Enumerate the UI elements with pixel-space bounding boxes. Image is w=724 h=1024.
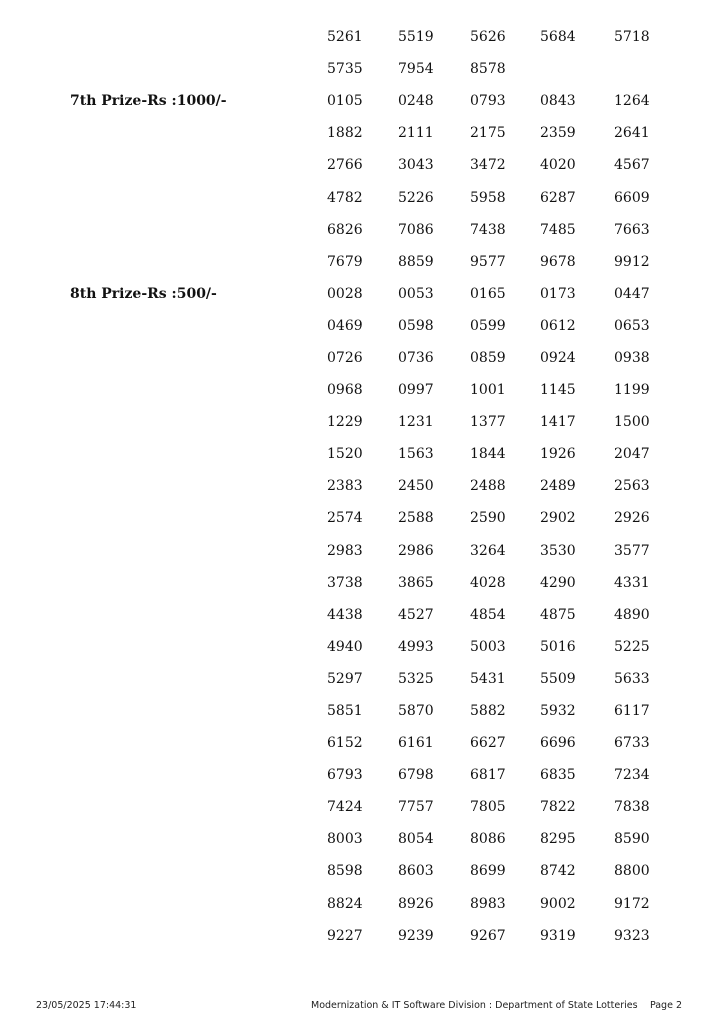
result-row — [0, 631, 724, 663]
ticket-number: 2383 — [327, 478, 363, 495]
ticket-number: 5684 — [540, 29, 576, 46]
ticket-number: 1229 — [327, 414, 363, 431]
ticket-number: 6793 — [327, 767, 363, 784]
prize-label: 8th Prize-Rs :500/- — [70, 285, 217, 302]
ticket-number: 2047 — [614, 446, 650, 463]
result-row — [0, 214, 724, 246]
ticket-number: 3865 — [398, 574, 434, 591]
ticket-number: 0793 — [470, 93, 506, 110]
ticket-number: 1264 — [614, 93, 650, 110]
ticket-number: 9678 — [540, 253, 576, 270]
ticket-number: 6696 — [540, 735, 576, 752]
ticket-number: 0053 — [398, 285, 434, 302]
ticket-number: 5626 — [470, 29, 506, 46]
ticket-number: 9912 — [614, 253, 650, 270]
ticket-number: 6817 — [470, 767, 506, 784]
result-row — [0, 759, 724, 791]
result-row — [0, 599, 724, 631]
ticket-number: 5870 — [398, 703, 434, 720]
result-row — [0, 149, 724, 181]
ticket-number: 4028 — [470, 574, 506, 591]
ticket-number: 0612 — [540, 317, 576, 334]
ticket-number: 1926 — [540, 446, 576, 463]
result-row — [0, 502, 724, 534]
ticket-number: 8598 — [327, 863, 363, 880]
ticket-number: 8824 — [327, 895, 363, 912]
ticket-number: 4993 — [398, 638, 434, 655]
ticket-number: 1417 — [540, 414, 576, 431]
ticket-number: 1231 — [398, 414, 434, 431]
ticket-number: 5016 — [540, 638, 576, 655]
result-row — [0, 567, 724, 599]
ticket-number: 7757 — [398, 799, 434, 816]
ticket-number: 7822 — [540, 799, 576, 816]
ticket-number: 6117 — [614, 703, 650, 720]
ticket-number: 8086 — [470, 831, 506, 848]
ticket-number: 0726 — [327, 349, 363, 366]
ticket-number: 2986 — [398, 542, 434, 559]
ticket-number: 6161 — [398, 735, 434, 752]
ticket-number: 6287 — [540, 189, 576, 206]
ticket-number: 4527 — [398, 606, 434, 623]
ticket-number: 5735 — [327, 61, 363, 78]
ticket-number: 8603 — [398, 863, 434, 880]
ticket-number: 8926 — [398, 895, 434, 912]
result-row — [0, 310, 724, 342]
footer-division: Modernization & IT Software Division : Department of State Lotteries — [311, 1000, 638, 1011]
result-row — [0, 470, 724, 502]
ticket-number: 5431 — [470, 670, 506, 687]
ticket-number: 3264 — [470, 542, 506, 559]
ticket-number: 7485 — [540, 221, 576, 238]
ticket-number: 1563 — [398, 446, 434, 463]
ticket-number: 2902 — [540, 510, 576, 527]
result-row — [0, 278, 724, 310]
ticket-number: 9172 — [614, 895, 650, 912]
ticket-number: 0028 — [327, 285, 363, 302]
result-row — [0, 438, 724, 470]
ticket-number: 5718 — [614, 29, 650, 46]
ticket-number: 8295 — [540, 831, 576, 848]
result-row — [0, 342, 724, 374]
ticket-number: 7805 — [470, 799, 506, 816]
ticket-number: 5261 — [327, 29, 363, 46]
prize-label: 7th Prize-Rs :1000/- — [70, 93, 227, 110]
ticket-number: 7438 — [470, 221, 506, 238]
result-row — [0, 21, 724, 53]
ticket-number: 0599 — [470, 317, 506, 334]
ticket-number: 9002 — [540, 895, 576, 912]
ticket-number: 3577 — [614, 542, 650, 559]
ticket-number: 5226 — [398, 189, 434, 206]
ticket-number: 9267 — [470, 927, 506, 944]
ticket-number: 1377 — [470, 414, 506, 431]
ticket-number: 0736 — [398, 349, 434, 366]
footer-page-number: Page 2 — [649, 1000, 682, 1011]
ticket-number: 0105 — [327, 93, 363, 110]
ticket-number: 2489 — [540, 478, 576, 495]
ticket-number: 5851 — [327, 703, 363, 720]
ticket-number: 8590 — [614, 831, 650, 848]
ticket-number: 7838 — [614, 799, 650, 816]
ticket-number: 6609 — [614, 189, 650, 206]
ticket-number: 2983 — [327, 542, 363, 559]
result-row — [0, 695, 724, 727]
ticket-number: 1500 — [614, 414, 650, 431]
ticket-number: 5519 — [398, 29, 434, 46]
ticket-number: 4875 — [540, 606, 576, 623]
ticket-number: 1844 — [470, 446, 506, 463]
ticket-number: 8578 — [470, 61, 506, 78]
ticket-number: 2359 — [540, 125, 576, 142]
result-row — [0, 888, 724, 920]
ticket-number: 0968 — [327, 382, 363, 399]
ticket-number: 2590 — [470, 510, 506, 527]
result-row — [0, 535, 724, 567]
ticket-number: 2574 — [327, 510, 363, 527]
ticket-number: 4290 — [540, 574, 576, 591]
ticket-number: 3043 — [398, 157, 434, 174]
ticket-number: 8054 — [398, 831, 434, 848]
ticket-number: 0173 — [540, 285, 576, 302]
ticket-number: 4854 — [470, 606, 506, 623]
ticket-number: 6627 — [470, 735, 506, 752]
footer-timestamp: 23/05/2025 17:44:31 — [36, 1000, 137, 1011]
ticket-number: 2563 — [614, 478, 650, 495]
ticket-number: 4890 — [614, 606, 650, 623]
result-row — [0, 246, 724, 278]
ticket-number: 6798 — [398, 767, 434, 784]
ticket-number: 9239 — [398, 927, 434, 944]
ticket-number: 1520 — [327, 446, 363, 463]
ticket-number: 0469 — [327, 317, 363, 334]
ticket-number: 4438 — [327, 606, 363, 623]
ticket-number: 6826 — [327, 221, 363, 238]
ticket-number: 0997 — [398, 382, 434, 399]
ticket-number: 2588 — [398, 510, 434, 527]
ticket-number: 6733 — [614, 735, 650, 752]
ticket-number: 0938 — [614, 349, 650, 366]
ticket-number: 4782 — [327, 189, 363, 206]
ticket-number: 0859 — [470, 349, 506, 366]
ticket-number: 1882 — [327, 125, 363, 142]
ticket-number: 9577 — [470, 253, 506, 270]
result-row — [0, 920, 724, 952]
ticket-number: 5958 — [470, 189, 506, 206]
ticket-number: 0447 — [614, 285, 650, 302]
ticket-number: 2111 — [398, 125, 434, 142]
ticket-number: 4567 — [614, 157, 650, 174]
page-footer — [0, 1000, 724, 1014]
results-table — [0, 21, 724, 952]
ticket-number: 2488 — [470, 478, 506, 495]
ticket-number: 8699 — [470, 863, 506, 880]
ticket-number: 6152 — [327, 735, 363, 752]
ticket-number: 7086 — [398, 221, 434, 238]
ticket-number: 5297 — [327, 670, 363, 687]
result-row — [0, 53, 724, 85]
ticket-number: 0598 — [398, 317, 434, 334]
result-row — [0, 855, 724, 887]
ticket-number: 3472 — [470, 157, 506, 174]
ticket-number: 3530 — [540, 542, 576, 559]
ticket-number: 2766 — [327, 157, 363, 174]
ticket-number: 4940 — [327, 638, 363, 655]
ticket-number: 2641 — [614, 125, 650, 142]
ticket-number: 5633 — [614, 670, 650, 687]
ticket-number: 2450 — [398, 478, 434, 495]
result-row — [0, 727, 724, 759]
ticket-number: 9323 — [614, 927, 650, 944]
ticket-number: 4020 — [540, 157, 576, 174]
ticket-number: 4331 — [614, 574, 650, 591]
ticket-number: 5882 — [470, 703, 506, 720]
ticket-number: 8742 — [540, 863, 576, 880]
result-row — [0, 406, 724, 438]
ticket-number: 5509 — [540, 670, 576, 687]
ticket-number: 8859 — [398, 253, 434, 270]
ticket-number: 5325 — [398, 670, 434, 687]
ticket-number: 7234 — [614, 767, 650, 784]
ticket-number: 1199 — [614, 382, 650, 399]
result-row — [0, 181, 724, 213]
ticket-number: 2175 — [470, 125, 506, 142]
ticket-number: 3738 — [327, 574, 363, 591]
ticket-number: 0653 — [614, 317, 650, 334]
result-row — [0, 374, 724, 406]
ticket-number: 7663 — [614, 221, 650, 238]
ticket-number: 1145 — [540, 382, 576, 399]
ticket-number: 5003 — [470, 638, 506, 655]
ticket-number: 8983 — [470, 895, 506, 912]
ticket-number: 0924 — [540, 349, 576, 366]
result-row — [0, 791, 724, 823]
ticket-number: 0248 — [398, 93, 434, 110]
ticket-number: 2926 — [614, 510, 650, 527]
result-row — [0, 823, 724, 855]
ticket-number: 6835 — [540, 767, 576, 784]
result-row — [0, 117, 724, 149]
ticket-number: 5225 — [614, 638, 650, 655]
ticket-number: 1001 — [470, 382, 506, 399]
ticket-number: 9319 — [540, 927, 576, 944]
result-row — [0, 663, 724, 695]
ticket-number: 8003 — [327, 831, 363, 848]
ticket-number: 7954 — [398, 61, 434, 78]
ticket-number: 7679 — [327, 253, 363, 270]
ticket-number: 5932 — [540, 703, 576, 720]
result-row — [0, 85, 724, 117]
ticket-number: 8800 — [614, 863, 650, 880]
ticket-number: 0843 — [540, 93, 576, 110]
ticket-number: 0165 — [470, 285, 506, 302]
ticket-number: 7424 — [327, 799, 363, 816]
ticket-number: 9227 — [327, 927, 363, 944]
